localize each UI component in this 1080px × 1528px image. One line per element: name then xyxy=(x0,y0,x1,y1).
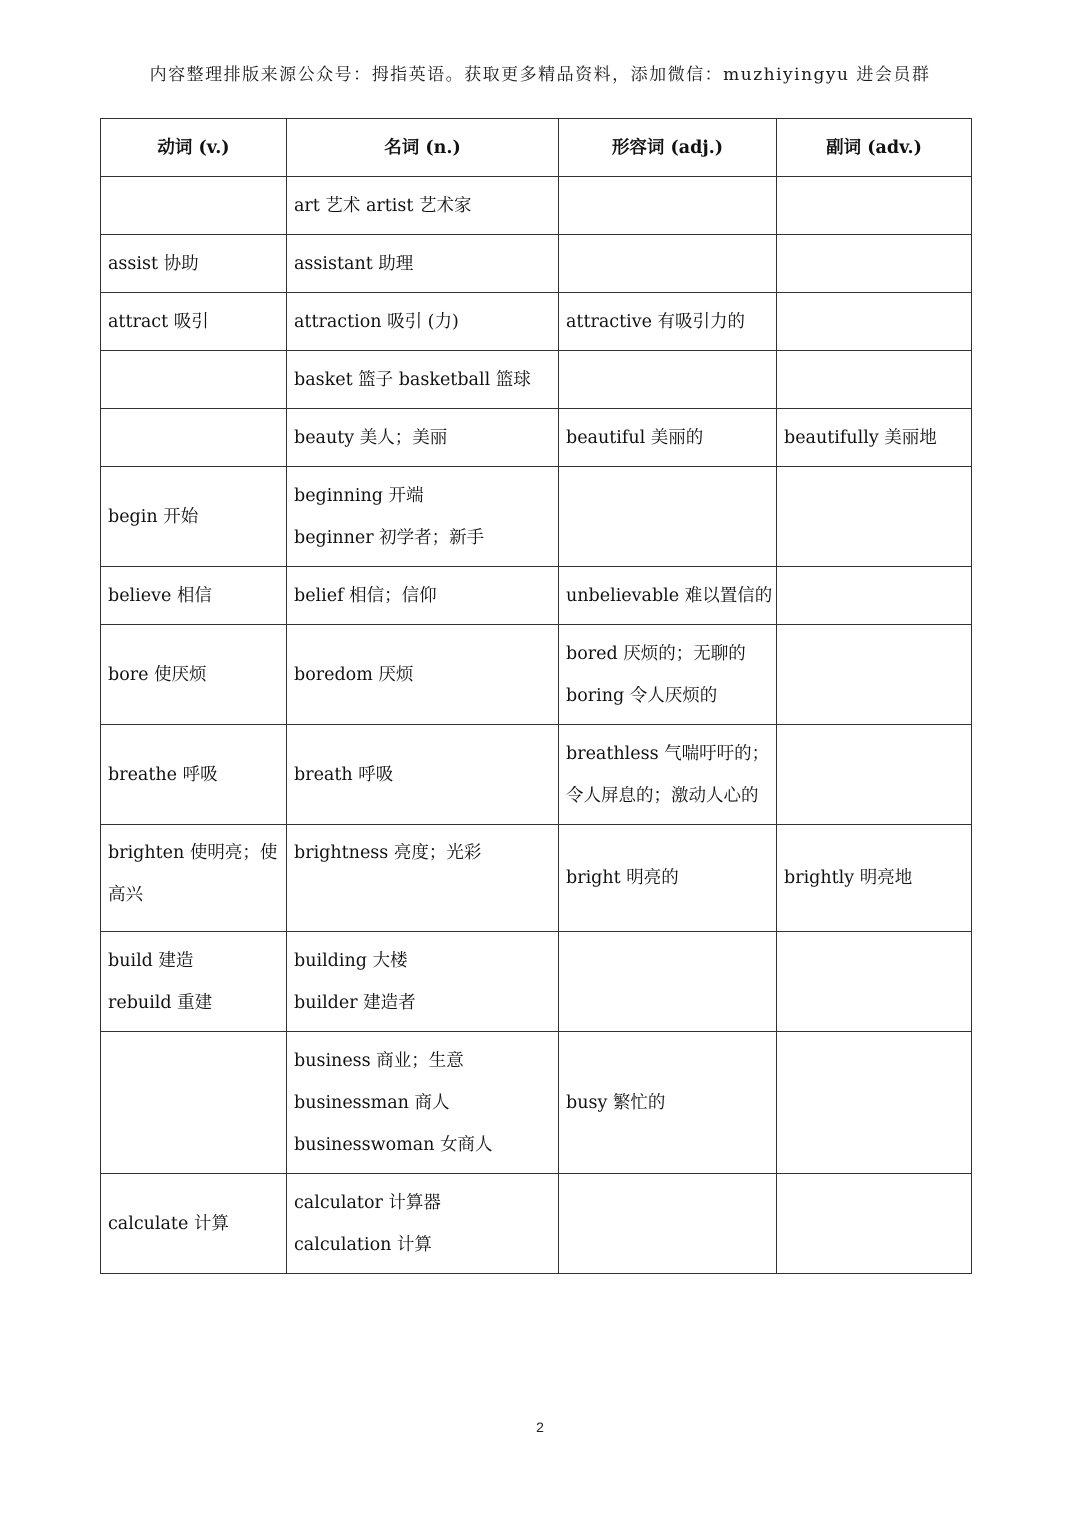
adjective-cell xyxy=(559,567,777,625)
cell-line: bright 明亮的 xyxy=(566,868,679,888)
table-row xyxy=(101,1174,972,1274)
adverb-cell xyxy=(777,293,972,351)
adverb-cell xyxy=(777,409,972,467)
noun-cell xyxy=(287,932,559,1032)
adverb-cell xyxy=(777,1174,972,1274)
verb-cell xyxy=(101,235,287,293)
cell-line: beginner 初学者；新手 xyxy=(294,527,485,548)
adverb-cell xyxy=(777,235,972,293)
adverb-cell xyxy=(777,932,972,1032)
cell-line: assist 协助 xyxy=(108,253,199,274)
verb-cell xyxy=(101,351,287,409)
column-header-noun: 名词 (n.) xyxy=(287,119,559,177)
cell-line: builder 建造者 xyxy=(294,992,416,1013)
cell-line: brightly 明亮地 xyxy=(784,868,913,888)
cell-line: belief 相信；信仰 xyxy=(294,585,437,606)
adverb-cell xyxy=(777,825,972,932)
table-row xyxy=(101,235,972,293)
noun-cell xyxy=(287,293,559,351)
cell-line: beautiful 美丽的 xyxy=(566,427,704,448)
adjective-cell xyxy=(559,409,777,467)
cell-line: breathe 呼吸 xyxy=(108,764,218,785)
adverb-cell xyxy=(777,177,972,235)
noun-cell xyxy=(287,1032,559,1174)
adjective-cell xyxy=(559,1032,777,1174)
adjective-cell xyxy=(559,351,777,409)
table-row xyxy=(101,351,972,409)
cell-line: building 大楼 xyxy=(294,950,408,971)
adjective-cell xyxy=(559,825,777,932)
cell-line: brighten 使明亮；使 xyxy=(108,843,278,863)
cell-line: 高兴 xyxy=(108,885,143,905)
noun-cell xyxy=(287,467,559,567)
adjective-cell xyxy=(559,177,777,235)
cell-line: unbelievable 难以置信的 xyxy=(566,585,773,606)
adverb-cell xyxy=(777,467,972,567)
cell-line: brightness 亮度；光彩 xyxy=(294,843,482,863)
verb-cell xyxy=(101,1032,287,1174)
adjective-cell xyxy=(559,625,777,725)
cell-line: art 艺术 artist 艺术家 xyxy=(294,195,472,216)
page-number: 2 xyxy=(536,1419,544,1435)
table-row xyxy=(101,567,972,625)
table-header-row xyxy=(101,119,972,177)
table-row xyxy=(101,932,972,1032)
cell-line: begin 开始 xyxy=(108,506,199,527)
page-header: 内容整理排版来源公众号：拇指英语。获取更多精品资料，添加微信：muzhiyingyu 进会员群 xyxy=(149,65,931,85)
cell-line: breath 呼吸 xyxy=(294,764,394,785)
verb-cell xyxy=(101,625,287,725)
adjective-cell xyxy=(559,932,777,1032)
cell-line: businesswoman 女商人 xyxy=(294,1134,493,1155)
table-row xyxy=(101,409,972,467)
verb-cell xyxy=(101,467,287,567)
column-header-adverb: 副词 (adv.) xyxy=(777,119,972,177)
vocabulary-table xyxy=(100,118,972,1274)
cell-line: calculate 计算 xyxy=(108,1213,229,1234)
cell-line: breathless 气喘吁吁的； xyxy=(566,743,770,764)
column-header-adjective: 形容词 (adj.) xyxy=(559,119,777,177)
table-body xyxy=(101,177,972,1274)
cell-line: business 商业；生意 xyxy=(294,1050,464,1071)
table-row xyxy=(101,1032,972,1174)
cell-line: calculator 计算器 xyxy=(294,1192,441,1213)
adverb-cell xyxy=(777,567,972,625)
cell-line: beauty 美人；美丽 xyxy=(294,427,448,448)
noun-cell xyxy=(287,1174,559,1274)
cell-line: attract 吸引 xyxy=(108,311,209,332)
table-row xyxy=(101,725,972,825)
cell-line: rebuild 重建 xyxy=(108,992,213,1013)
table-row xyxy=(101,825,972,932)
noun-cell xyxy=(287,725,559,825)
column-header-verb: 动词 (v.) xyxy=(101,119,287,177)
cell-line: boredom 厌烦 xyxy=(294,664,414,685)
noun-cell xyxy=(287,625,559,725)
verb-cell xyxy=(101,293,287,351)
verb-cell xyxy=(101,825,287,932)
adverb-cell xyxy=(777,625,972,725)
verb-cell xyxy=(101,725,287,825)
verb-cell xyxy=(101,932,287,1032)
noun-cell xyxy=(287,351,559,409)
cell-line: bored 厌烦的；无聊的 xyxy=(566,643,746,664)
noun-cell xyxy=(287,567,559,625)
table-row xyxy=(101,625,972,725)
cell-line: bore 使厌烦 xyxy=(108,664,207,685)
adverb-cell xyxy=(777,1032,972,1174)
noun-cell xyxy=(287,409,559,467)
verb-cell xyxy=(101,567,287,625)
adjective-cell xyxy=(559,1174,777,1274)
adjective-cell xyxy=(559,725,777,825)
adjective-cell xyxy=(559,467,777,567)
adverb-cell xyxy=(777,725,972,825)
table-row xyxy=(101,177,972,235)
noun-cell xyxy=(287,825,559,932)
cell-line: beginning 开端 xyxy=(294,485,424,506)
cell-line: attractive 有吸引力的 xyxy=(566,311,746,332)
verb-cell xyxy=(101,1174,287,1274)
noun-cell xyxy=(287,235,559,293)
cell-line: calculation 计算 xyxy=(294,1234,432,1255)
noun-cell xyxy=(287,177,559,235)
cell-line: attraction 吸引 (力) xyxy=(294,311,459,332)
cell-line: believe 相信 xyxy=(108,585,212,606)
table-row xyxy=(101,293,972,351)
cell-line: 令人屏息的；激动人心的 xyxy=(566,785,759,806)
adjective-cell xyxy=(559,293,777,351)
cell-line: businessman 商人 xyxy=(294,1092,450,1113)
verb-cell xyxy=(101,177,287,235)
verb-cell xyxy=(101,409,287,467)
cell-line: assistant 助理 xyxy=(294,253,414,274)
cell-line: beautifully 美丽地 xyxy=(784,427,937,448)
cell-line: basket 篮子 basketball 篮球 xyxy=(294,369,531,390)
cell-line: busy 繁忙的 xyxy=(566,1092,666,1113)
cell-line: build 建造 xyxy=(108,950,194,971)
cell-line: boring 令人厌烦的 xyxy=(566,685,718,706)
adverb-cell xyxy=(777,351,972,409)
table-row xyxy=(101,467,972,567)
adjective-cell xyxy=(559,235,777,293)
